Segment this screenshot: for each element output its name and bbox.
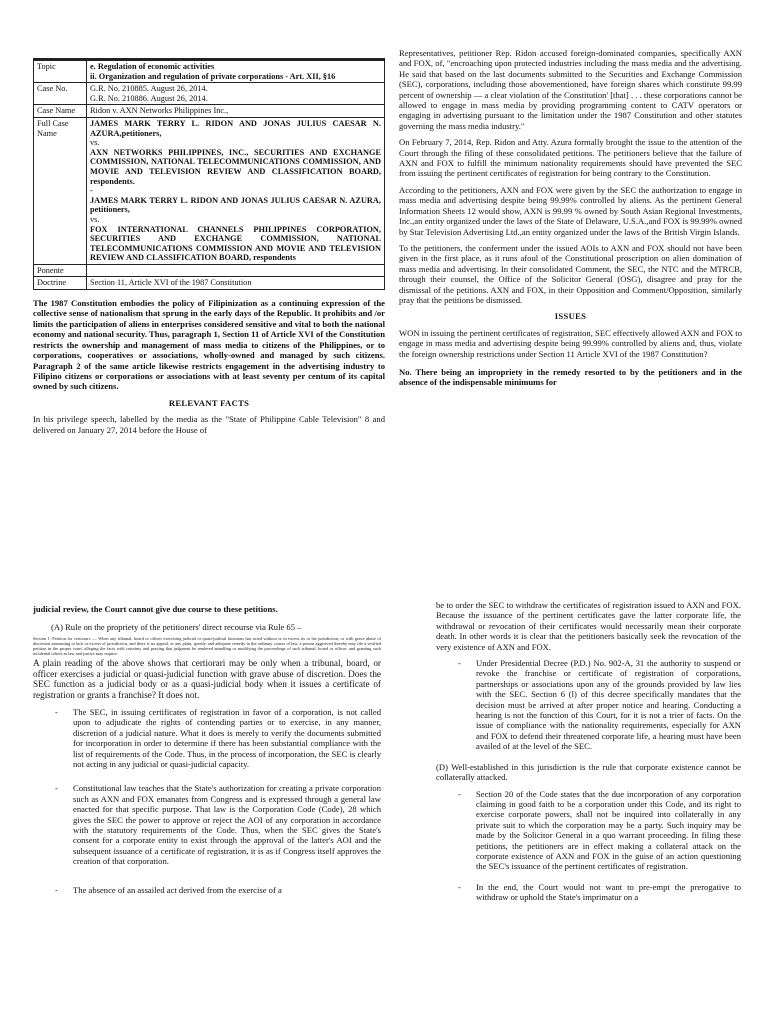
case-table-row [34, 117, 385, 264]
page2-right-column [436, 600, 741, 913]
case-table-label: Full Case Name [34, 117, 87, 264]
case-table-line: e. Regulation of economic activities [90, 62, 215, 71]
rule-a-heading: (A) Rule on the propriety of the petitioners' direct recourse via Rule 65 – [51, 622, 302, 633]
page1-right-column [399, 48, 742, 394]
facts-paragraph-2: On February 7, 2014, Rep. Ridon and Atty. Azura formally brought the issue to the attention of the Court through the filing of these consolidated petitions. The petitioners believe that the failure of AXN and FOX to fulfill the minimum nationality requirements should have prevented the SEC from issuing the pertinent certificates of registration for being contrary to the Constitution. [399, 137, 742, 179]
ruling-paragraph: No. There being an impropriety in the remedy resorted to by the petitioners and in the absence of the indispensable minimums for [399, 366, 742, 388]
case-table-line: JAMES MARK TERRY L. RIDON AND JONAS JULIUS CAESAR N. AZURA, petitioners, [90, 195, 381, 215]
case-table-line: vs. [90, 138, 100, 148]
case-table-line: JAMES MARK TERRY L. RIDON AND JONAS JULIUS CAESAR N. AZURA,petitioners, [90, 118, 381, 138]
case-table-line: G.R. No. 210885. August 26, 2014. [90, 84, 208, 94]
bullet-absence-assailed-act: - The absence of an assailed act derived from the exercise of a [47, 885, 381, 895]
facts-paragraph-3: According to the petitioners, AXN and FOX were given by the SEC the authorization to engage in mass media and advertising despite being 99.99% controlled by aliens. As the pertinent General Information Sheets 12 would show, AXN is 99.99 % owned by South Asian Regional Investments, Inc.,an entity organized under the laws of the State of Delaware, U.S.A.,and FOX is 99.99% owned by Star Television Advertising Ltd.,an entity organized under the laws of the British Virgin Islands. [399, 184, 742, 237]
page2-left-column [33, 604, 381, 905]
case-table-line: G.R. No. 210886. August 26, 2014. [90, 93, 208, 103]
plain-reading-paragraph: A plain reading of the above shows that certiorari may be only when a tribunal, board, or officer exercises a judicial or quasi-judicial function with grave abuse of discretion. Does the SEC function as a judicial body or as a quasi-judicial body when it issues a certificate of registration or grants a franchise? It does not. [33, 657, 381, 701]
case-table-label: Ponente [34, 264, 87, 277]
document-page-2 [0, 592, 768, 1024]
case-info-table [33, 58, 385, 290]
bullet-constitutional-law: - Constitutional law teaches that the State's authorization for creating a private corporation such as AXN and FOX emanates from Congress and is expressed through a general law enacted for that specific purpose. That law is the Corporation Code (Code), 28 which gives the SEC the power to approve or reject the AOI of any corporation in accordance with the statutory requirements of the Code. Thus, when the SEC gives the State's consent for a corporate entity to exist through the approval of the latter's AOI and the subsequent issuance of a certificate of registration, it is as if Congress itself approves the creation of that corporation. [47, 783, 381, 866]
bullet-sec-certificates: - The SEC, in issuing certificates of registration in favor of a corporation, is not called upon to adjudicate the rights of contending parties or to exercise, in any manner, discretion of a judicial nature. What it does is merely to verify the documents submitted for incorporation in order to determine if there has been substantial compliance with the list of requirements of the Code. Thus, in the process of incorporation, the SEC is clearly not acting in any judicial or quasi-judicial capacity. [47, 707, 381, 769]
ruling-continued: judicial review, the Court cannot give due course to these petitions. [33, 604, 278, 614]
facts-paragraph: In his privilege speech, labelled by the media as the "State of Philippine Cable Television" 8 and delivered on January 27, 2014 before the House of [33, 414, 385, 435]
case-table-row [34, 105, 385, 118]
bullet-list-left [33, 707, 381, 895]
page-gap [0, 560, 768, 592]
case-table-label: Case No. [34, 83, 87, 105]
page1-left-column [33, 58, 385, 441]
case-table-row [34, 60, 385, 83]
facts-paragraph-continued: Representatives, petitioner Rep. Ridon accused foreign-dominated companies, specifically AXN and FOX, of, "encroaching upon protected industries including the mass media and the advertising. He said that based on the last documents submitted to the Securities and Exchange Commission (SEC), corporations, including those abovementioned, have foreign shares which constitute 99.99 percent of ownership — a clear violation of the Constitution' [that] . . . these corporations cannot be allowed to engage in mass media by providing programming content to CATV operators or engaging in advertising pursuant to the limitation under the 1987 Constitution and other statutes governing the mass media industry." [399, 48, 742, 131]
case-table-label: Doctrine [34, 277, 87, 290]
case-table-value [87, 105, 385, 118]
case-table-row [34, 83, 385, 105]
case-table-line: vs. [90, 214, 100, 224]
bullet-in-the-end: - In the end, the Court would not want to pre-empt the prerogative to withdraw or uphold the State's imprimatur on a [450, 882, 741, 903]
case-table-value [87, 117, 385, 264]
bullet-list-right-2 [436, 789, 741, 903]
case-table-value [87, 60, 385, 83]
case-table-line: AXN NETWORKS PHILIPPINES, INC., SECURITIES AND EXCHANGE COMMISSION, NATIONAL TELECOMMUNICATIONS COMMISSION, AND MOVIE AND TELEVISION REVIEW AND CLASSIFICATION BOARD, respondents. [90, 147, 381, 186]
doctrine-paragraph: The 1987 Constitution embodies the policy of Filipinization as a continuing expression of the collective sense of nationalism that sprung in the early days of the Republic. It prohibits and /or limits the participation of aliens in enterprises considered sensitive and vital to both the national economy and national security. Thus, paragraph 1, Section 11 of Article XVI of the Constitution restricts the ownership and management of mass media to citizens of the Philippines, or to corporations, cooperatives or associations, wholly-owned and managed by such citizens. Paragraph 2 of the same article likewise restricts engagement in the advertising industry to Filipino citizens or corporations or associations with at least seventy per centum of its capital owned by such citizens. [33, 298, 385, 392]
case-table-value [87, 264, 385, 277]
case-table-line: FOX INTERNATIONAL CHANNELS PHILIPPINES CORPORATION, SECURITIES AND EXCHANGE COMMISSION, NATIONAL TELECOMMUNICATIONS COMMISSION AND MOVIE AND TELEVISION REVIEW AND CLASSIFICATION BOARD, respondents [90, 224, 381, 263]
case-table-line: - [90, 186, 93, 196]
case-table-label: Case Name [34, 105, 87, 118]
bullet-pd-902a: - Under Presidential Decree (P.D.) No. 902-A, 31 the authority to suspend or revoke the franchise or certificate of registration of corporations, partnerships or associations upon any of the grounds provided by law lies with the SEC. Section 6 (l) of this decree specifically mandates that the decision must be arrived at after proper notice and hearing. Conducting a hearing is not the function of this Court, for it is not a trier of facts. On the issue of compliance with the nationality requirements, especially for AXN and FOX to defend their threatened corporate life, a hearing must have been availed of at the level of the SEC. [450, 658, 741, 752]
issues-heading: ISSUES [554, 311, 587, 322]
bullet-section-20: - Section 20 of the Code states that the due incorporation of any corporation claiming in good faith to be a corporation under this Code, and its right to exercise corporate powers, shall not be inquired into collaterally in any private suit to which the corporation may be a party. Such inquiry may be made by the Solicitor General in a quo warrant proceeding. In filing these petitions, the petitioners are in effect making a collateral attack on the corporate existence of AXN and FOX in the guise of an action questioning the SEC's issuance of the pertinent certificates of registration. [450, 789, 741, 872]
bullet-list-right-1 [436, 658, 741, 752]
relevant-facts-heading: RELEVANT FACTS [168, 397, 250, 408]
withdraw-paragraph: be to order the SEC to withdraw the certificates of registration issued to AXN and FOX. Because the issuance of the pertinent certificates gave the latter corporate life, the withdrawal or revocation of their certificates would necessarily mean their corporate death. In other words it is clear that the petitioners basically seek the revocation of the very existence of AXN and FOX. [436, 600, 741, 652]
case-table-value [87, 83, 385, 105]
case-table-row [34, 277, 385, 290]
issue-paragraph: WON in issuing the pertinent certificates of registration, SEC effectively allowed AXN and FOX to engage in mass media and advertising despite being 99.99% controlled by aliens and, thus, violate the foreign ownership restrictions under Section 11 Article XVI of the 1987 Constitution? [399, 327, 742, 359]
rule-d-heading: (D) Well-established in this jurisdiction is the rule that corporate existence cannot be collaterally attacked. [436, 761, 741, 783]
case-table-value [87, 277, 385, 290]
case-table-line: ii. Organization and regulation of private corporations - Art. XII, §16 [90, 71, 336, 81]
case-table-line: Ridon v. AXN Networks Philippines Inc., [90, 106, 229, 116]
case-table-row [34, 264, 385, 277]
footnote-text: Section 1. Petition for certiorari. — When any tribunal, board or officer exercising judicial or quasi-judicial functions has acted without or in excess its or his jurisdiction, or with grave abuse of discretion amounting to lack or excess of jurisdiction, and there is no appeal, or any plain, speedy, and adequate remedy in the ordinary course of law, a person aggrieved thereby may file a verified petition in the proper court, alleging the facts with certainty and praying that judgment be rendered annulling or modifying the proceedings of such tribunal, board or officer, and granting such incidental reliefs as law and justice may require. [33, 635, 381, 656]
case-table-label: Topic [34, 60, 87, 83]
case-table-line: Section 11, Article XVI of the 1987 Constitution [90, 278, 252, 288]
facts-paragraph-4: To the petitioners, the conferment under the issued AOIs to AXN and FOX should not have been given in the first place, as it runs afoul of the Constitutional proscription on alien domination of mass media and advertising. In their consolidated Comment, the SEC, the NTC and the MTRCB, through their counsel, the Office of the Solicitor General (OSG), disagree and pray for the dismissal of the petitions. AXN and FOX, in their Opposition and Comment/Opposition, similarly pray that the petitions be dismissed. [399, 242, 742, 305]
